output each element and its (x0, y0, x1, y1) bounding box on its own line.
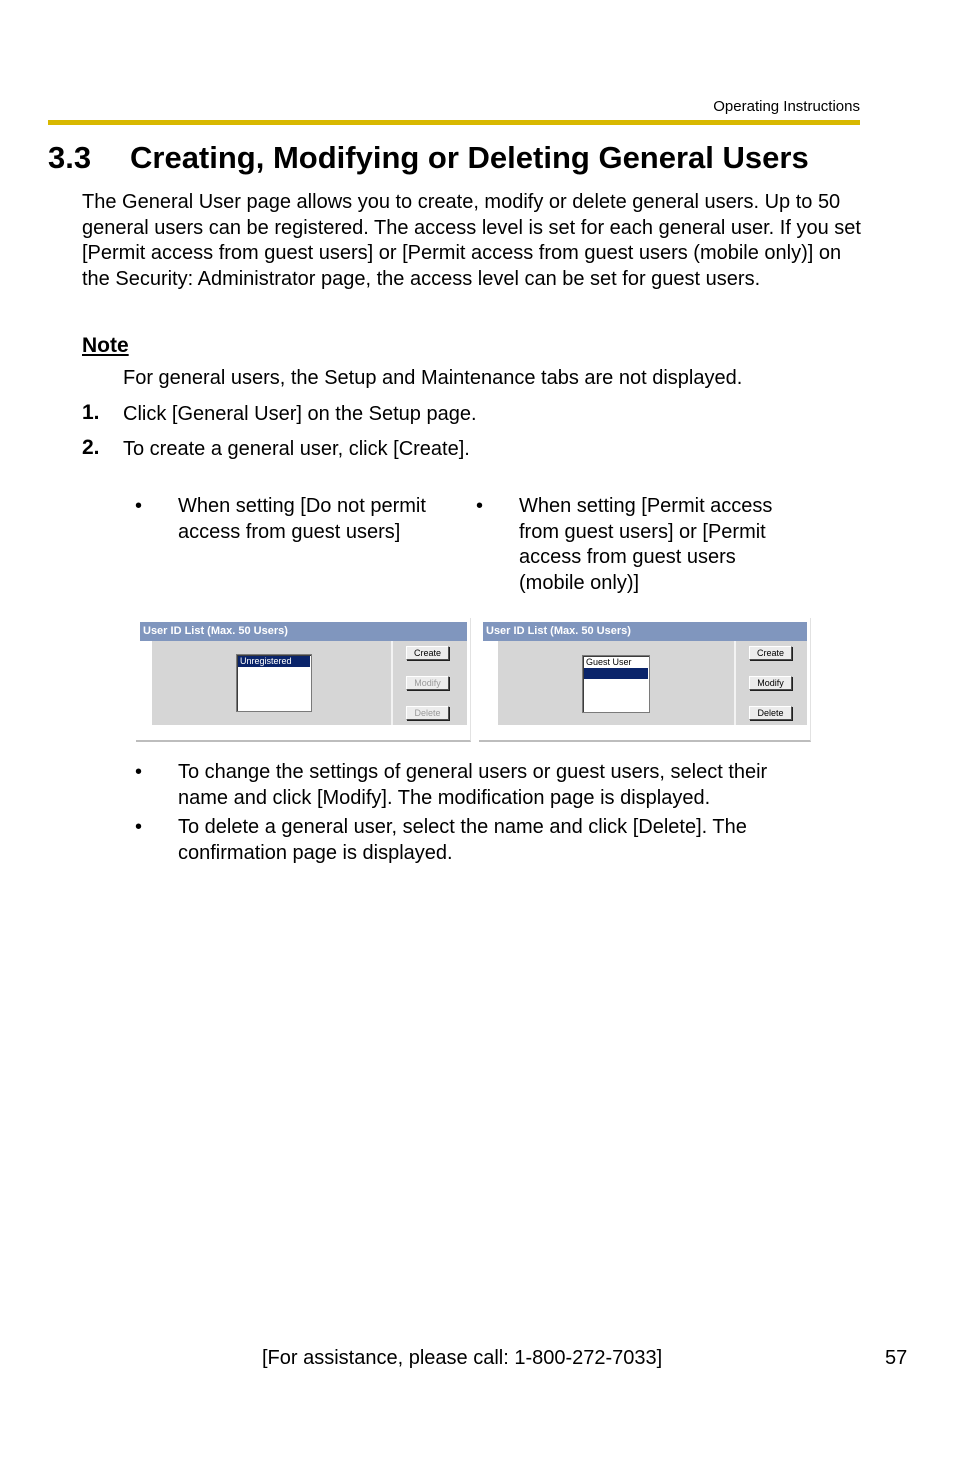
user-listbox[interactable] (236, 654, 312, 712)
after-text-2 (178, 815, 747, 866)
user-listbox[interactable] (582, 655, 650, 713)
case-text-1 (178, 494, 426, 545)
delete-button[interactable]: Delete (749, 706, 792, 720)
note-heading: Note (82, 334, 129, 357)
header-rule (48, 120, 860, 125)
list-item-guest-user[interactable]: Guest User (586, 657, 632, 667)
list-item-unregistered[interactable]: Unregistered (238, 656, 310, 667)
after-bullet-2: • (135, 816, 143, 838)
page-number: 57 (885, 1347, 908, 1369)
case-2-line: access from guest users (519, 546, 736, 568)
step-1-text: Click [General User] on the Setup page. (123, 403, 477, 425)
section-title-text: Creating, Modifying or Deleting General Users (130, 140, 809, 175)
after-text-1 (178, 760, 767, 811)
user-id-list-title: User ID List (Max. 50 Users) (140, 622, 467, 641)
list-item-selected[interactable] (584, 668, 648, 679)
running-header: Operating Instructions (713, 98, 860, 115)
create-button[interactable]: Create (406, 646, 449, 660)
step-2-text: To create a general user, click [Create]. (123, 438, 470, 460)
footer-assistance: [For assistance, please call: 1-800-272-7033] (262, 1347, 663, 1369)
case-2-line: (mobile only)] (519, 571, 640, 594)
case-text-2 (519, 494, 772, 596)
case-1-line: access from guest users] (178, 520, 401, 543)
user-id-list-title: User ID List (Max. 50 Users) (483, 622, 807, 641)
after-1-line: To change the settings of general users or guest users, select their (178, 761, 768, 783)
screenshot-user-list-guest (479, 618, 811, 742)
delete-button[interactable]: Delete (406, 706, 449, 720)
case-bullet-1: • (135, 495, 143, 517)
case-bullet-2: • (476, 495, 484, 517)
create-button[interactable]: Create (749, 646, 792, 660)
modify-button[interactable]: Modify (406, 676, 449, 690)
step-2-number: 2. (82, 436, 100, 459)
step-1-number: 1. (82, 401, 100, 424)
case-2-line: When setting [Permit access (519, 495, 773, 517)
intro-paragraph: The General User page allows you to create, modify or delete general users. Up to 50 general users can be registered. The access level is set for each general user. If you set [Permit access from guest users] or [Permit access from guest users (mobile only)] on the Security: Administrator page, the access level can be set for guest users. (82, 191, 861, 290)
after-2-line: To delete a general user, select the name and click [Delete]. The (178, 816, 747, 838)
case-1-line: When setting [Do not permit (178, 495, 426, 517)
section-number: 3.3 (48, 140, 92, 175)
case-2-line: from guest users] or [Permit (519, 520, 766, 543)
after-bullet-1: • (135, 761, 143, 783)
note-text: For general users, the Setup and Maintenance tabs are not displayed. (123, 367, 743, 389)
after-1-line: name and click [Modify]. The modification page is displayed. (178, 786, 711, 809)
screenshot-user-list-no-guest (136, 618, 471, 742)
after-2-line: confirmation page is displayed. (178, 841, 453, 864)
modify-button[interactable]: Modify (749, 676, 792, 690)
section-title (48, 140, 809, 176)
